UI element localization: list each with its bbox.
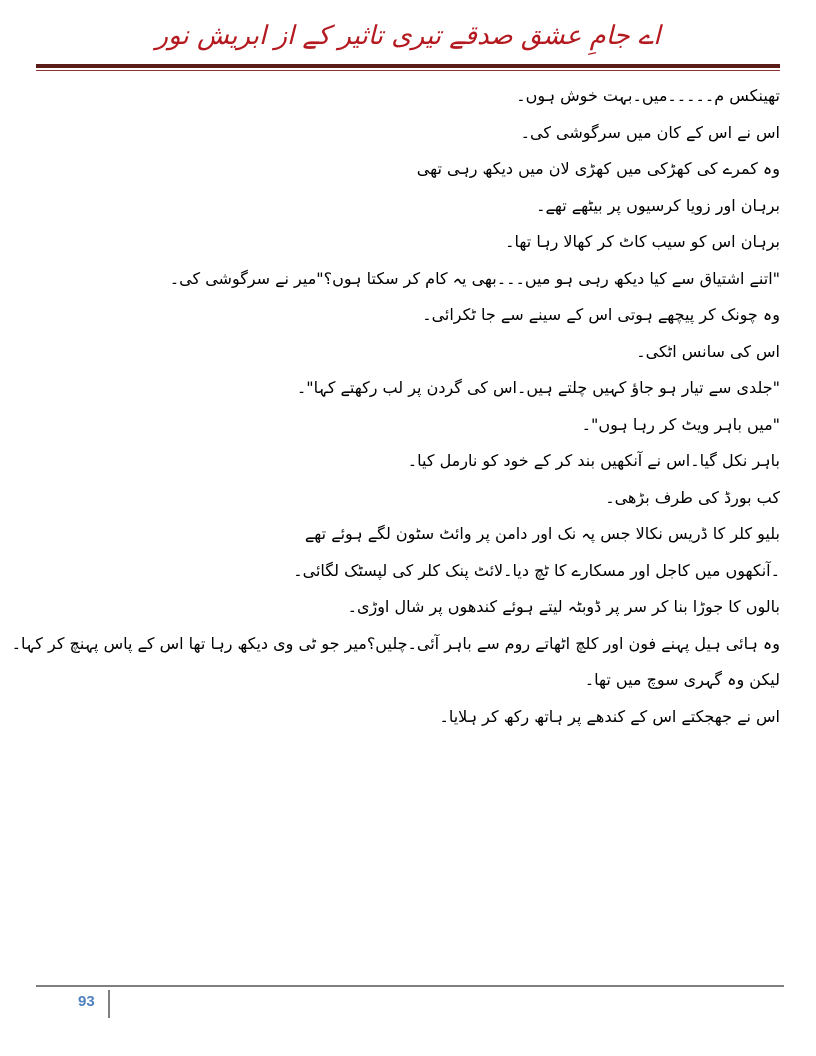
text-line: "میں باہر ویٹ کر رہا ہوں"۔ [581, 414, 780, 434]
page-number: 93 [78, 993, 95, 1010]
text-line: "جلدی سے تیار ہو جاؤ کہیں چلتے ہیں۔اس کی گردن پر لب رکھتے کہا"۔ [296, 378, 780, 397]
text-line: تھینکس م۔۔۔۔۔میں۔بہت خوش ہوں۔ [516, 86, 780, 105]
text-line: برہان اور زویا کرسیوں پر بیٹھے تھے۔ [536, 195, 780, 215]
text-line: "اتنے اشتیاق سے کیا دیکھ رہی ہو میں۔۔۔بھی یہ کام کر سکتا ہوں؟"میر نے سرگوشی کی۔ [169, 268, 780, 288]
text-line: اس نے جھجکتے اس کے کندھے پر ہاتھ رکھ کر ہلایا۔ [439, 706, 780, 726]
text-line: وہ کمرے کی کھڑکی میں کھڑی لان میں دیکھ رہی تھی [416, 159, 780, 178]
text-line: وہ چونک کر پیچھے ہوتی اس کے سینے سے جا ٹکرائی۔ [422, 305, 780, 324]
text-line: بالوں کا جوڑا بنا کر سر پر ڈوبٹہ لیتے ہوئے کندھوں پر شال اوڑی۔ [347, 597, 780, 616]
text-line: اس نے اس کے کان میں سرگوشی کی۔ [520, 122, 780, 142]
text-line: لیکن وہ گہری سوچ میں تھا۔ [584, 670, 780, 689]
text-line: اس کی سانس اٹکی۔ [636, 341, 780, 361]
text-line: برہان اس کو سیب کاٹ کر کھالا رہا تھا۔ [505, 232, 780, 251]
text-line: بلیو کلر کا ڈریس نکالا جس پہ نک اور دامن پر وائٹ سٹون لگے ہوئے تھے [304, 524, 780, 543]
text-line: باہر نکل گیا۔اس نے آنکھیں بند کر کے خود کو نارمل کیا۔ [407, 451, 780, 470]
text-line: ۔آنکھوں میں کاجل اور مسکارے کا ٹچ دیا۔لائٹ پنک کلر کی لپسٹک لگائی۔ [293, 560, 780, 580]
header-rule [36, 64, 780, 68]
text-line: وہ ہائی ہیل پہنے فون اور کلچ اٹھاتے روم سے باہر آئی۔چلیں؟میر جو ٹی وی دیکھ رہا تھا اس کے پاس پہنچ کر کہا۔ [11, 633, 780, 653]
footer-rule [36, 985, 784, 987]
text-line: کب بورڈ کی طرف بڑھی۔ [605, 487, 780, 507]
body-text [11, 78, 780, 735]
footer-divider [108, 990, 110, 1018]
header-title: اے جامِ عشق صدقے تیری تاثیر کے از ابریش نور [155, 21, 661, 51]
header-rule-thin [36, 70, 780, 71]
page-header [0, 14, 816, 58]
